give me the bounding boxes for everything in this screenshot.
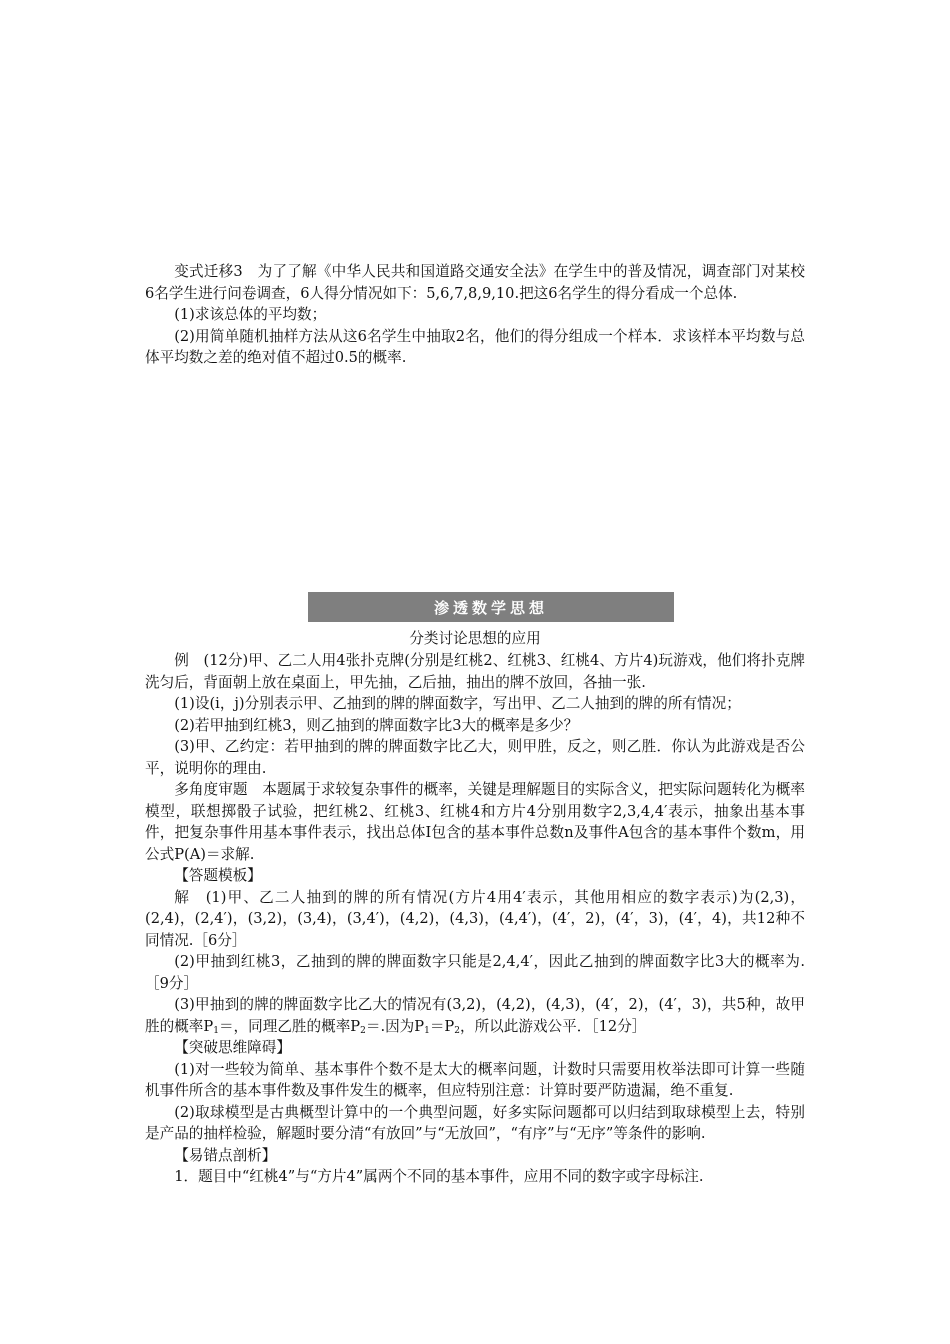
solution-part-3-text-d: ＝P bbox=[429, 1017, 455, 1035]
example-block bbox=[145, 650, 805, 1188]
solution-part-1: 解 (1)甲、乙二人抽到的牌的所有情况(方片4用4′表示，其他用相应的数字表示)为(2,3)，(2,4)，(2,4′)，(3,2)，(3,4)，(3,4′)，(4,2)，(4,3)，(4,4′)，(4′，2)，(4′，3)，(4′，4)，共12种不同情况.［6分］ bbox=[145, 888, 805, 949]
example-question-1: (1)设(i，j)分别表示甲、乙抽到的牌的牌面数字，写出甲、乙二人抽到的牌的所有情况； bbox=[174, 695, 741, 712]
solution-part-3-text-e: ，所以此游戏公平．［12分］ bbox=[459, 1017, 647, 1035]
error-analysis-heading: 【易错点剖析】 bbox=[174, 1146, 277, 1164]
solution-part-3 bbox=[145, 994, 805, 1037]
solution-part-3-text-c: ＝.因为P bbox=[365, 1017, 425, 1035]
exercise-block bbox=[145, 261, 805, 369]
analysis-paragraph: 多角度审题 本题属于求较复杂事件的概率，关键是理解题目的实际含义，把实际问题转化为概率模型，联想掷骰子试验，把红桃2、红桃3、红桃4和方片4分别用数字2,3,4,4′表示，抽象出基本事件，把复杂事件用基本事件表示，找出总体Ⅰ包含的基本事件总数n及事件A包含的基本事件个数m，用公式P(A)＝求解. bbox=[145, 781, 805, 863]
example-statement: 例 (12分)甲、乙二人用4张扑克牌(分别是红桃2、红桃3、红桃4、方片4)玩游戏，他们将扑克牌洗匀后，背面朝上放在桌面上，甲先抽，乙后抽，抽出的牌不放回，各抽一张. bbox=[145, 652, 805, 691]
subscript-2b: 2 bbox=[454, 1025, 460, 1036]
subscript-2: 2 bbox=[360, 1025, 366, 1036]
thinking-obstacles-heading: 【突破思维障碍】 bbox=[174, 1039, 291, 1056]
exercise-question-1: (1)求该总体的平均数； bbox=[174, 306, 327, 323]
solution-part-2: (2)甲抽到红桃3，乙抽到的牌的牌面数字只能是2,4,4′，因此乙抽到的牌面数字比3大的概率为.［9分］ bbox=[145, 953, 805, 992]
error-point-1: 1．题目中“红桃4”与“方片4”属两个不同的基本事件，应用不同的数字或字母标注. bbox=[174, 1168, 704, 1185]
answer-template-heading: 【答题模板】 bbox=[174, 867, 262, 884]
subscript-1: 1 bbox=[213, 1025, 219, 1036]
section-banner: 渗透数学思想 bbox=[308, 592, 674, 622]
solution-part-3-text-b: ＝，同理乙胜的概率P bbox=[218, 1017, 361, 1035]
thinking-point-2: (2)取球模型是古典概型计算中的一个典型问题，好多实际问题都可以归结到取球模型上去，特别是产品的抽样检验，解题时要分清“有放回”与“无放回”，“有序”与“无序”等条件的影响. bbox=[145, 1103, 805, 1142]
subscript-1b: 1 bbox=[424, 1025, 430, 1036]
solution-part-3-text-a: (3)甲抽到的牌的牌面数字比乙大的情况有(3,2)，(4,2)，(4,3)，(4′，2)，(4′，3)，共5种，故甲胜的概率P bbox=[145, 996, 805, 1035]
exercise-question-2: (2)用简单随机抽样方法从这6名学生中抽取2名，他们的得分组成一个样本．求该样本平均数与总体平均数之差的绝对值不超过0.5的概率. bbox=[145, 327, 805, 366]
exercise-intro: 变式迁移3 为了了解《中华人民共和国道路交通安全法》在学生中的普及情况，调查部门对某校6名学生进行问卷调查，6人得分情况如下：5,6,7,8,9,10.把这6名学生的得分看成一个总体. bbox=[145, 263, 805, 302]
example-question-3: (3)甲、乙约定：若甲抽到的牌的牌面数字比乙大，则甲胜，反之，则乙胜．你认为此游戏是否公平，说明你的理由. bbox=[145, 738, 805, 777]
thinking-point-1: (1)对一些较为简单、基本事件个数不是太大的概率问题，计数时只需要用枚举法即可计算一些随机事件所含的基本事件数及事件发生的概率，但应特别注意：计算时要严防遗漏，绝不重复. bbox=[145, 1060, 805, 1099]
example-question-2: (2)若甲抽到红桃3，则乙抽到的牌面数字比3大的概率是多少？ bbox=[174, 716, 579, 734]
section-subtitle: 分类讨论思想的应用 bbox=[409, 630, 541, 647]
